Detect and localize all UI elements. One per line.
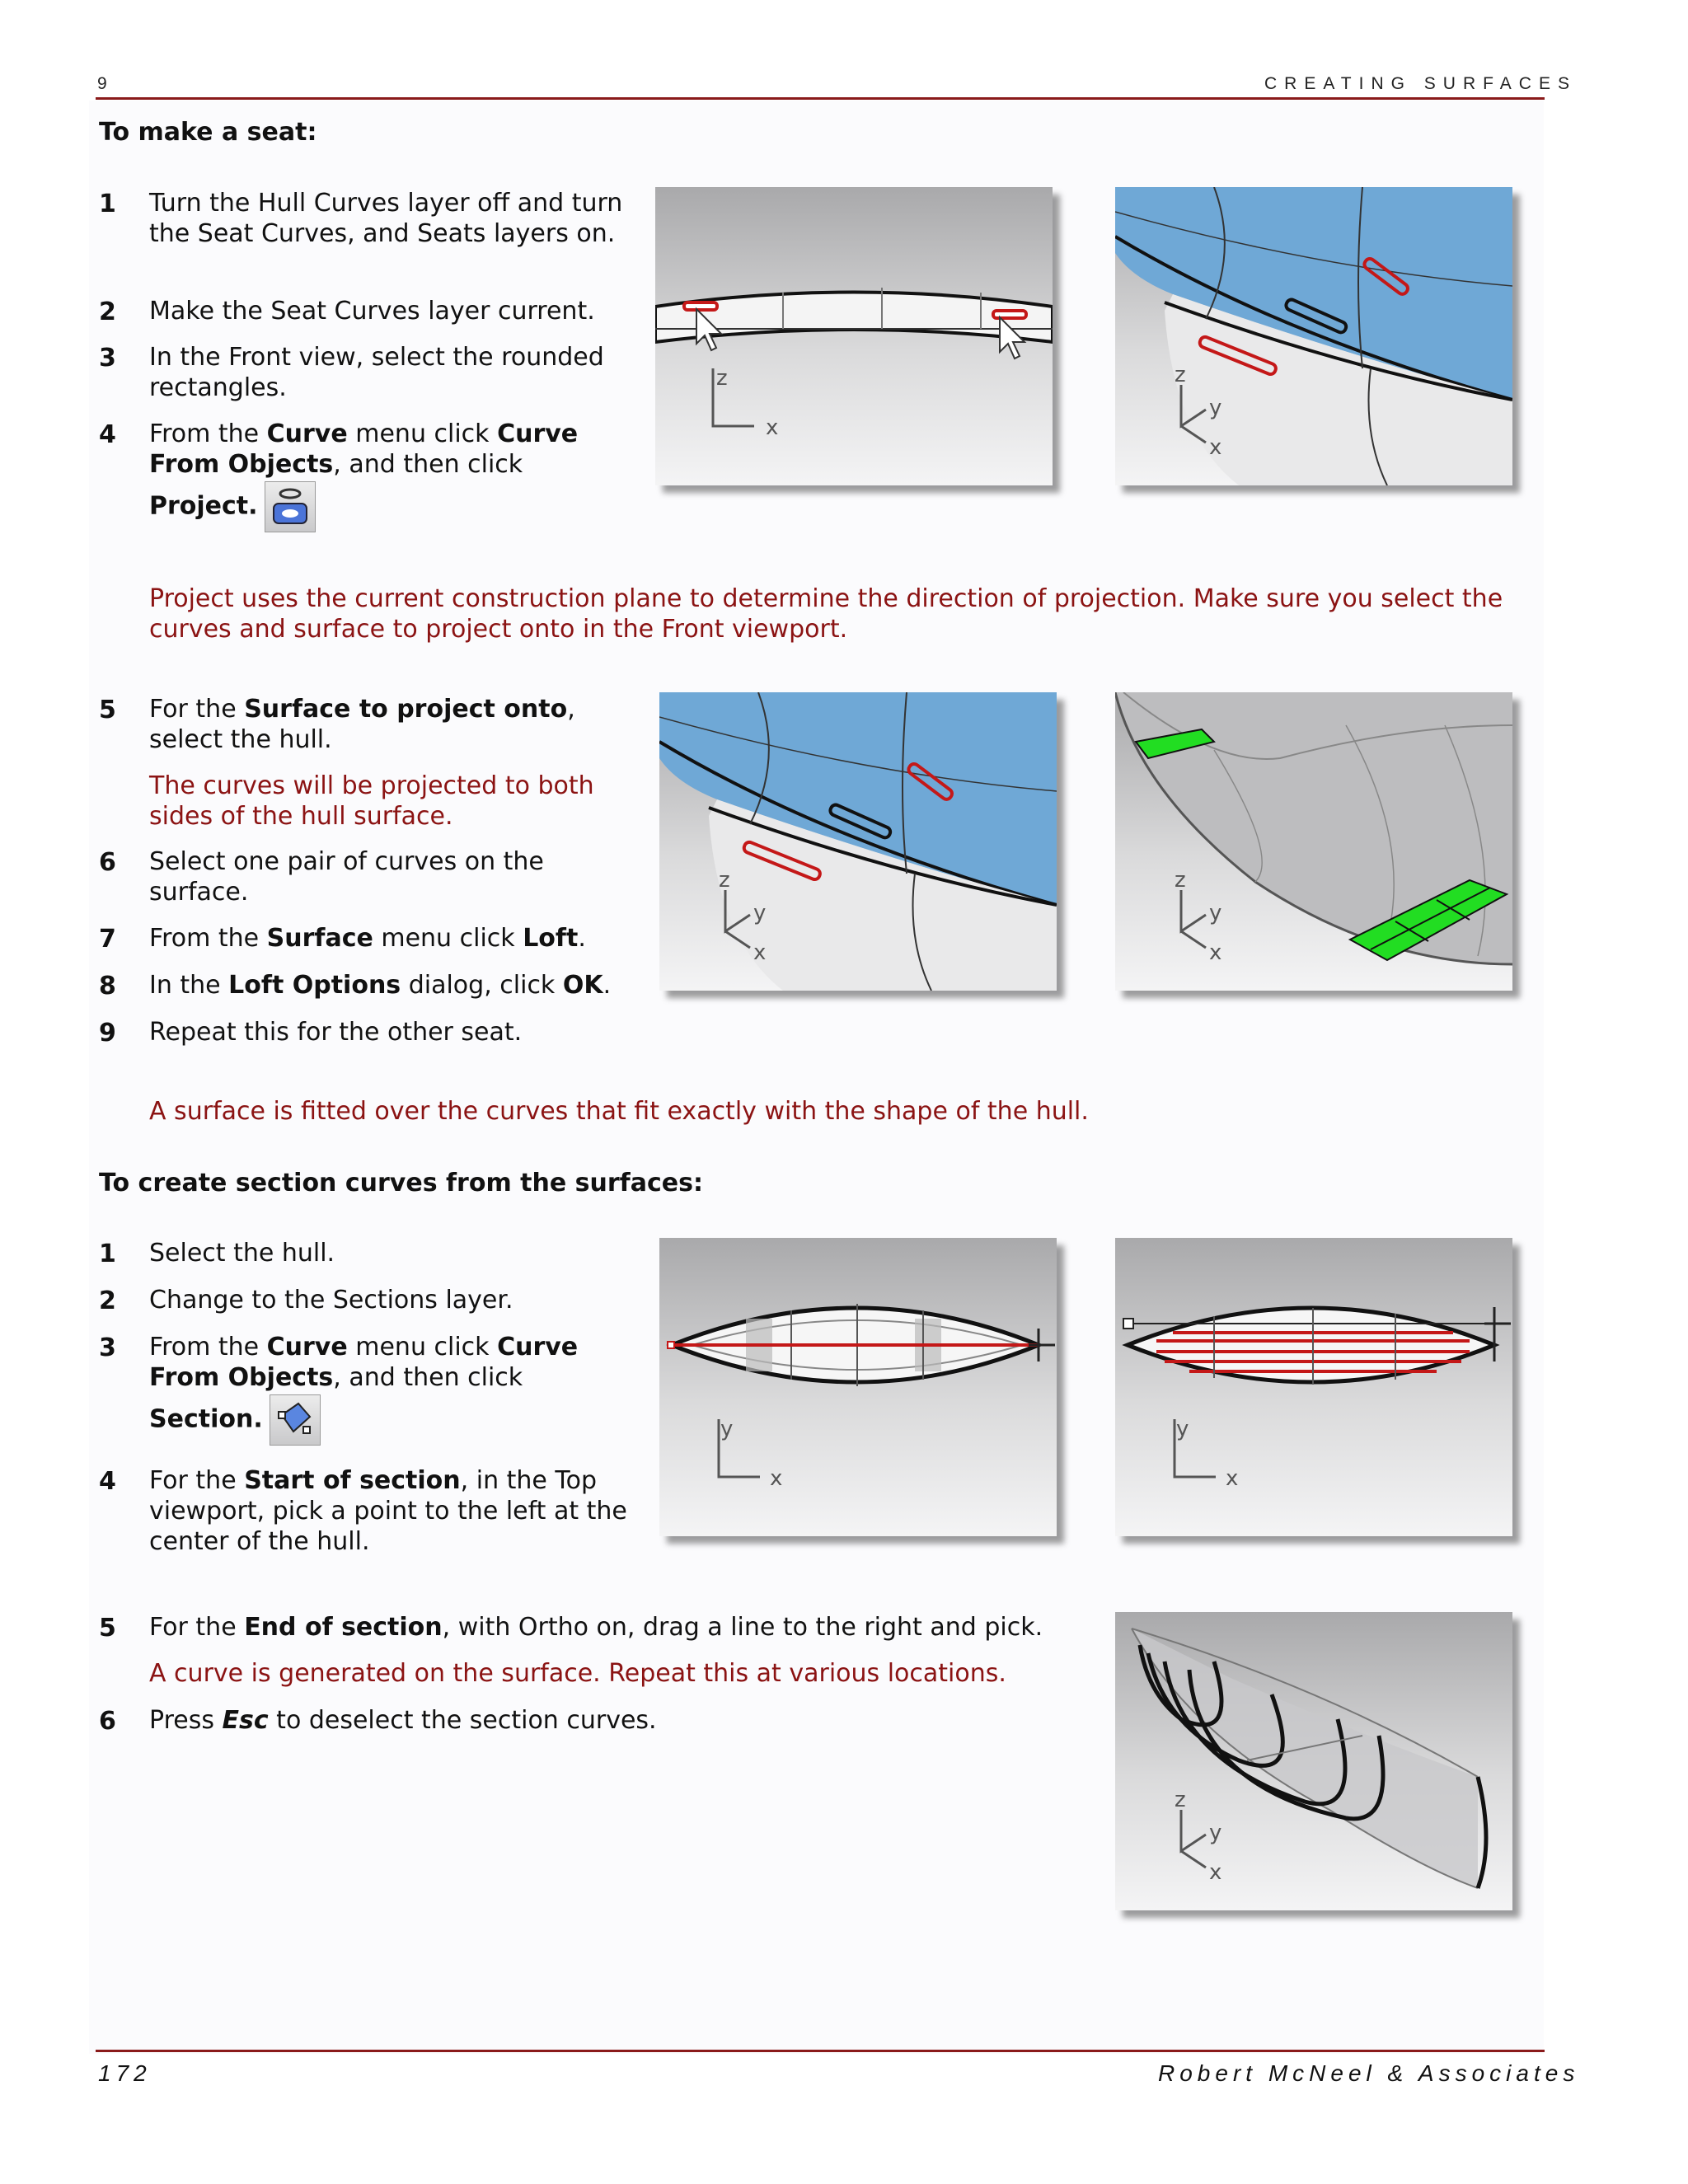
figure-lofted-seats	[1115, 692, 1512, 991]
figure-perspective-seat-curves	[1115, 187, 1512, 485]
step-number: 8	[99, 972, 116, 1001]
step-number: 2	[99, 298, 116, 326]
step-number: 5	[99, 696, 116, 724]
project-icon	[265, 481, 316, 532]
step-text: For the Start of section, in the Top viewport, pick a point to the left at the center of the hull.	[149, 1466, 627, 1556]
axis-label: x	[1209, 940, 1222, 965]
step-text: Press Esc to deselect the section curves.	[149, 1706, 657, 1735]
footer-rule	[96, 2050, 1545, 2052]
step-number: 4	[99, 420, 116, 449]
axis-label: z	[719, 868, 730, 893]
step-text-section: Section.	[149, 1394, 321, 1446]
step-number: 3	[99, 1333, 116, 1362]
step-text: Repeat this for the other seat.	[149, 1018, 523, 1047]
axis-label: z	[1175, 868, 1186, 893]
step-text: Change to the Sections layer.	[149, 1286, 513, 1315]
footer-page-number: 172	[98, 2060, 152, 2086]
section-title-seat: To make a seat:	[99, 118, 317, 147]
axis-label: y	[1209, 901, 1222, 926]
axis-label: y	[753, 901, 767, 926]
header-rule	[96, 97, 1545, 100]
step-number: 6	[99, 1707, 116, 1736]
step-number: 5	[99, 1614, 116, 1643]
note-project: Project uses the current construction plane to determine the direction of projection. Make sure you select the curves and surface to project onto in the Front viewport.	[149, 584, 1503, 644]
step-text: For the Surface to project onto, select the hull.	[149, 695, 575, 754]
axis-label: z	[1175, 363, 1186, 387]
note-surface: A surface is fitted over the curves that fit exactly with the shape of the hull.	[149, 1097, 1089, 1126]
axis-label: y	[1209, 1821, 1222, 1845]
step-number: 7	[99, 925, 116, 954]
axis-label: x	[753, 940, 767, 965]
figure-top-view-end-section	[1115, 1238, 1512, 1536]
axis-label: y	[1209, 396, 1222, 420]
step-number: 4	[99, 1467, 116, 1496]
step-number: 3	[99, 344, 116, 373]
figure-select-hull	[659, 692, 1057, 991]
note-curves: The curves will be projected to both sides of the hull surface.	[149, 771, 594, 831]
axis-label: x	[766, 415, 779, 440]
step-text-project: Project.	[149, 481, 316, 532]
section-title-section-curves: To create section curves from the surfaces:	[99, 1169, 703, 1197]
step-text: From the Surface menu click Loft.	[149, 924, 586, 953]
figure-front-view-seat-curves	[655, 187, 1053, 485]
step-text: In the Loft Options dialog, click OK.	[149, 971, 612, 1000]
header-page-number: 9	[97, 74, 107, 93]
figure-section-curves-perspective	[1115, 1612, 1512, 1910]
step-number: 1	[99, 190, 116, 218]
axis-label: x	[770, 1466, 783, 1491]
step-text: Turn the Hull Curves layer off and turn the Seat Curves, and Seats layers on.	[149, 189, 623, 248]
step-text: From the Curve menu click Curve From Objects, and then click	[149, 419, 579, 479]
step-number: 9	[99, 1019, 116, 1047]
step-text: In the Front view, select the rounded rectangles.	[149, 343, 604, 402]
step-number: 2	[99, 1286, 116, 1315]
step-text: From the Curve menu click Curve From Objects, and then click	[149, 1333, 579, 1392]
step-number: 1	[99, 1240, 116, 1268]
axis-label: y	[1176, 1417, 1189, 1441]
step-text: Select the hull.	[149, 1239, 335, 1268]
axis-label: x	[1209, 435, 1222, 460]
step-text: Select one pair of curves on the surface.	[149, 847, 544, 907]
note-generated: A curve is generated on the surface. Repeat this at various locations.	[149, 1659, 1006, 1688]
step-text: Make the Seat Curves layer current.	[149, 297, 595, 326]
footer-publisher: Robert McNeel & Associates	[1158, 2060, 1580, 2086]
axis-label: z	[716, 366, 728, 391]
section-icon	[270, 1394, 321, 1446]
axis-label: x	[1226, 1466, 1239, 1491]
figure-top-view-start-section	[659, 1238, 1057, 1536]
header-chapter: CREATING SURFACES	[1264, 74, 1577, 93]
axis-label: y	[720, 1417, 734, 1441]
axis-label: z	[1175, 1788, 1186, 1812]
step-text: For the End of section, with Ortho on, drag a line to the right and pick.	[149, 1613, 1043, 1642]
step-number: 6	[99, 848, 116, 877]
axis-label: x	[1209, 1860, 1222, 1885]
